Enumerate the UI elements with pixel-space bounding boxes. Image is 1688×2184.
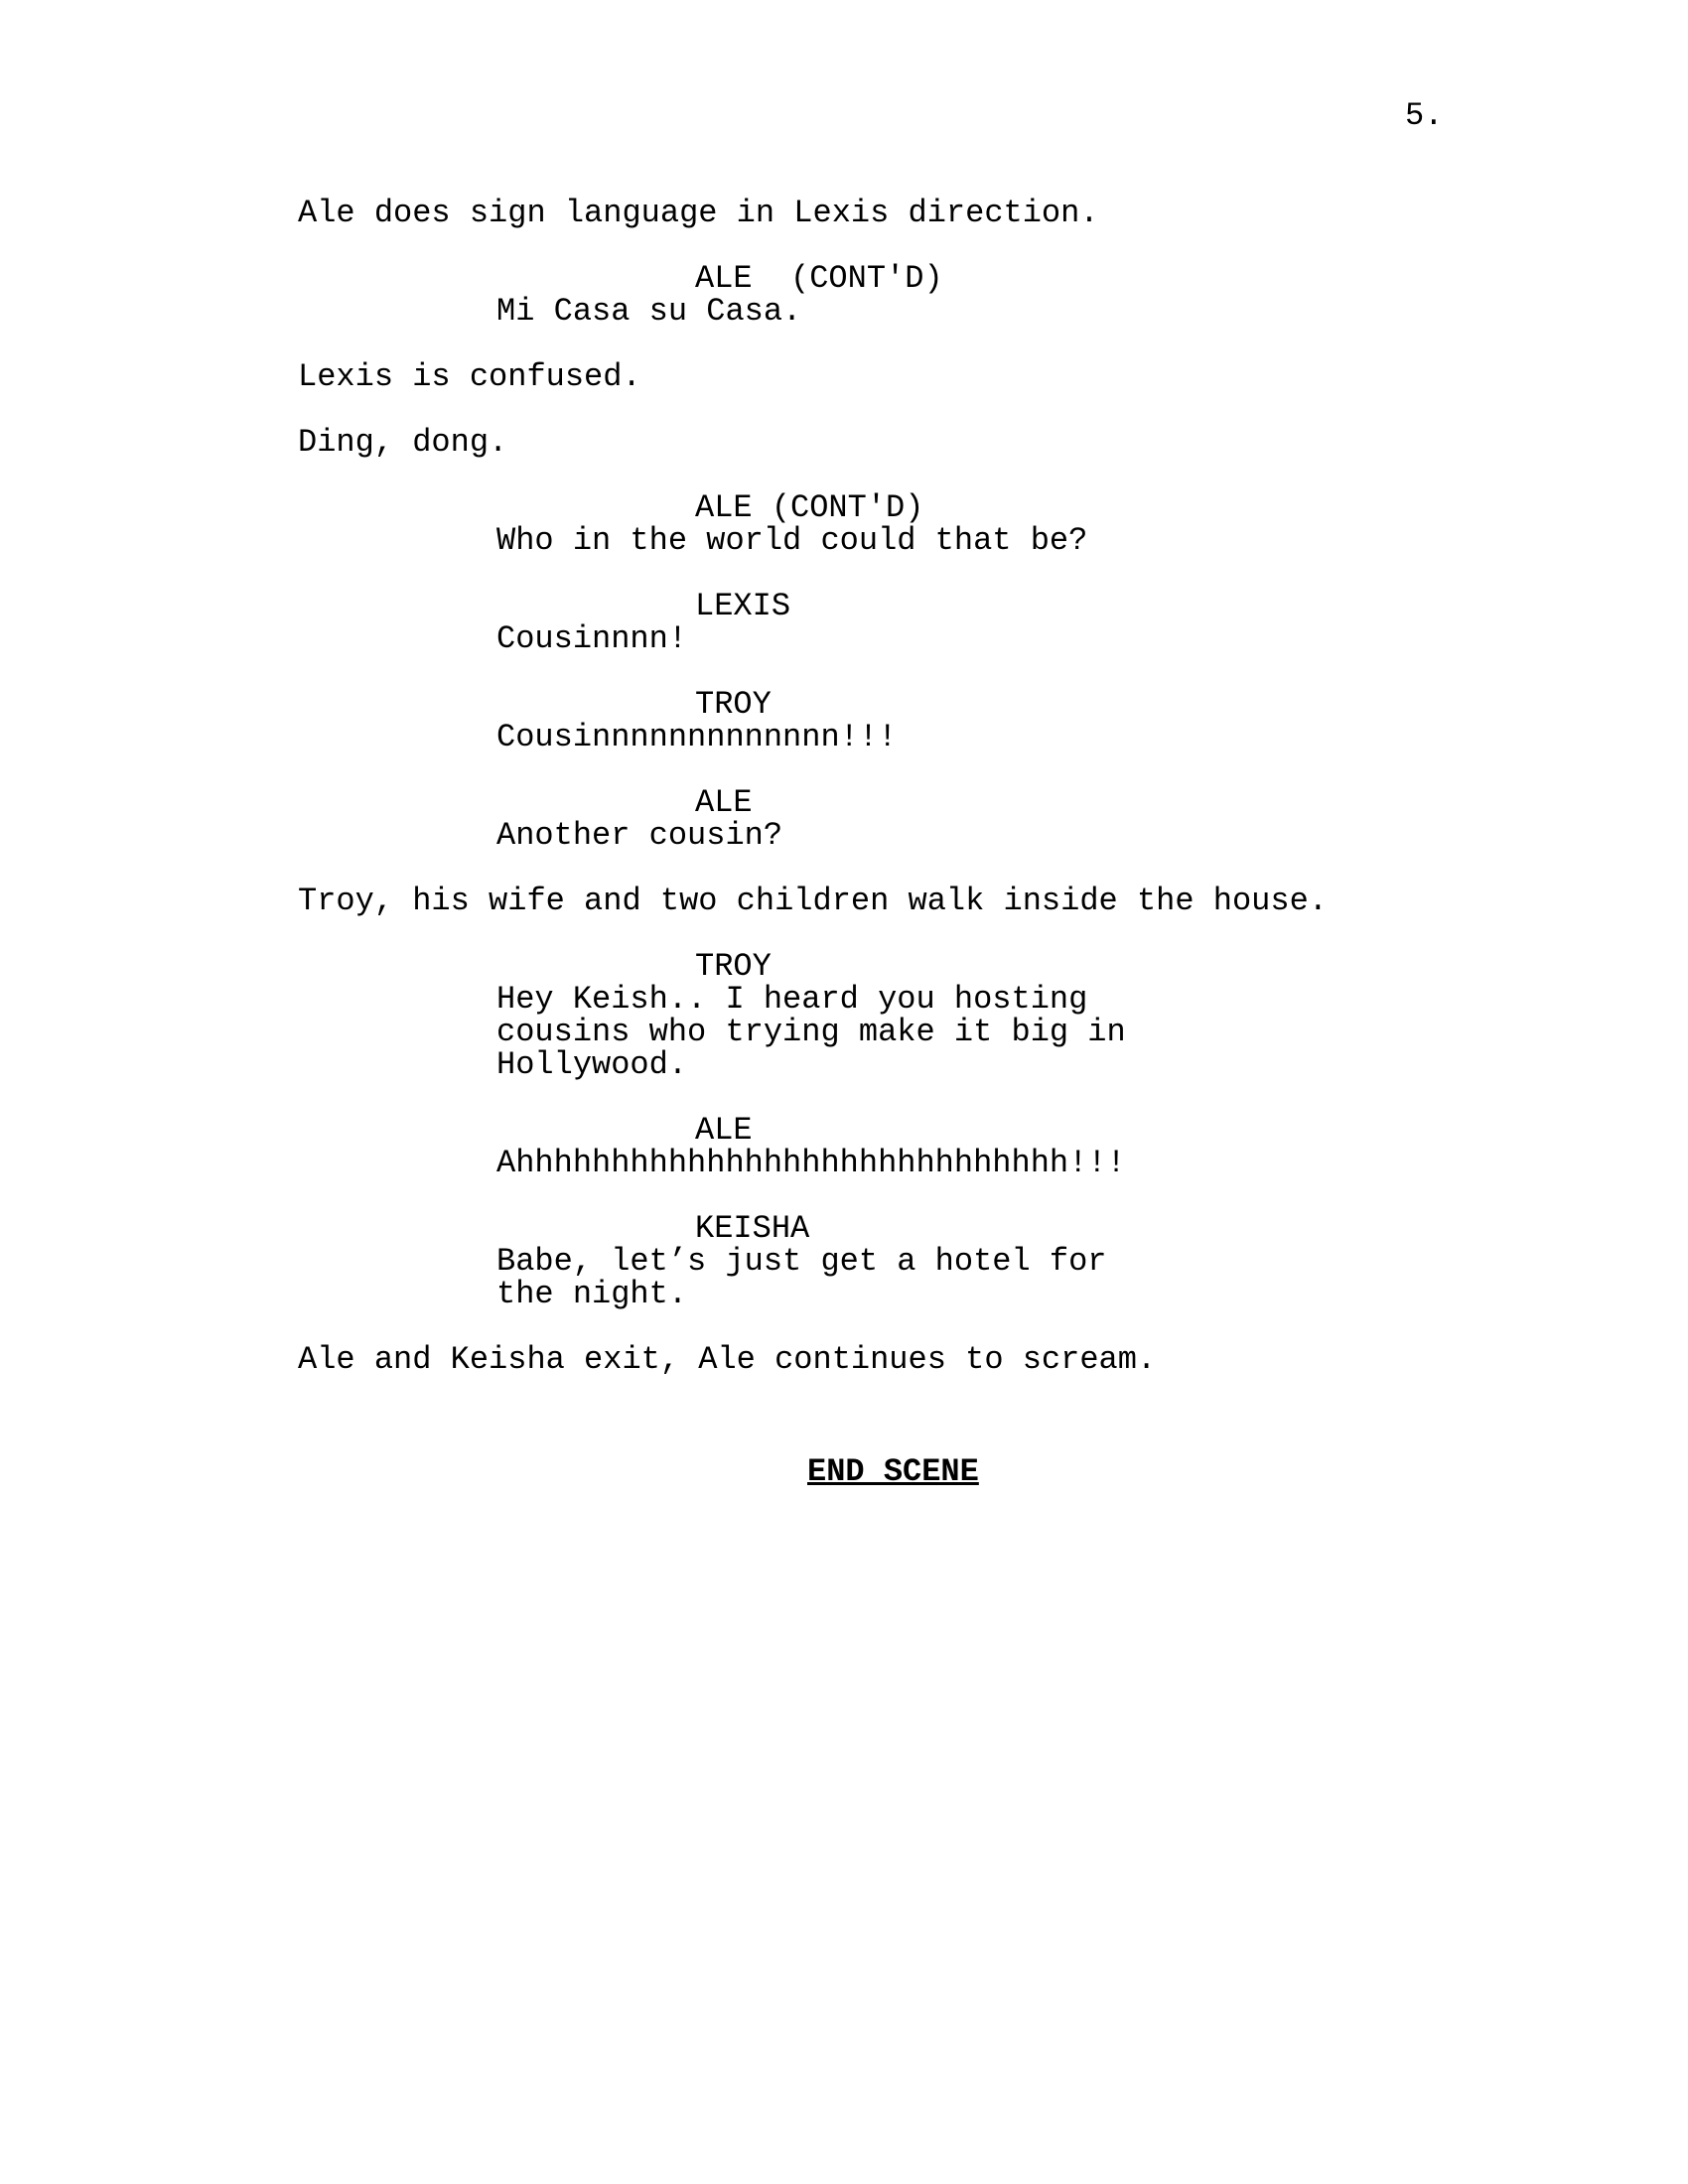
action-line: Troy, his wife and two children walk inside the house. [298,883,1328,919]
dialogue-line: Mi Casa su Casa. [496,293,802,330]
dialogue-line: Another cousin? [496,817,783,854]
character-cue: ALE [695,784,753,821]
character-cue: TROY [695,948,772,985]
character-cue: ALE [695,1112,753,1149]
dialogue-line: Cousinnnn! [496,620,688,657]
action-line: Lexis is confused. [298,358,641,395]
action-line: Ding, dong. [298,424,508,461]
character-cue: TROY [695,686,772,723]
dialogue-line: Ahhhhhhhhhhhhhhhhhhhhhhhhhhhhh!!! [496,1145,1126,1181]
character-cue: KEISHA [695,1210,810,1247]
dialogue-line: Hey Keish.. I heard you hosting cousins who trying make it big in Hollywood. [496,981,1126,1083]
character-cue: LEXIS [695,588,791,624]
character-cue: ALE (CONT'D) [695,260,943,297]
action-line: Ale does sign language in Lexis direction. [298,195,1099,231]
dialogue-line: Babe, let’s just get a hotel for the night. [496,1243,1107,1312]
end-scene-marker: END SCENE [807,1453,979,1490]
dialogue-line: Who in the world could that be? [496,522,1088,559]
page-number: 5. [1405,97,1444,134]
action-line: Ale and Keisha exit, Ale continues to scream. [298,1341,1157,1378]
dialogue-line: Cousinnnnnnnnnnnnn!!! [496,719,898,755]
character-cue: ALE (CONT'D) [695,489,924,526]
